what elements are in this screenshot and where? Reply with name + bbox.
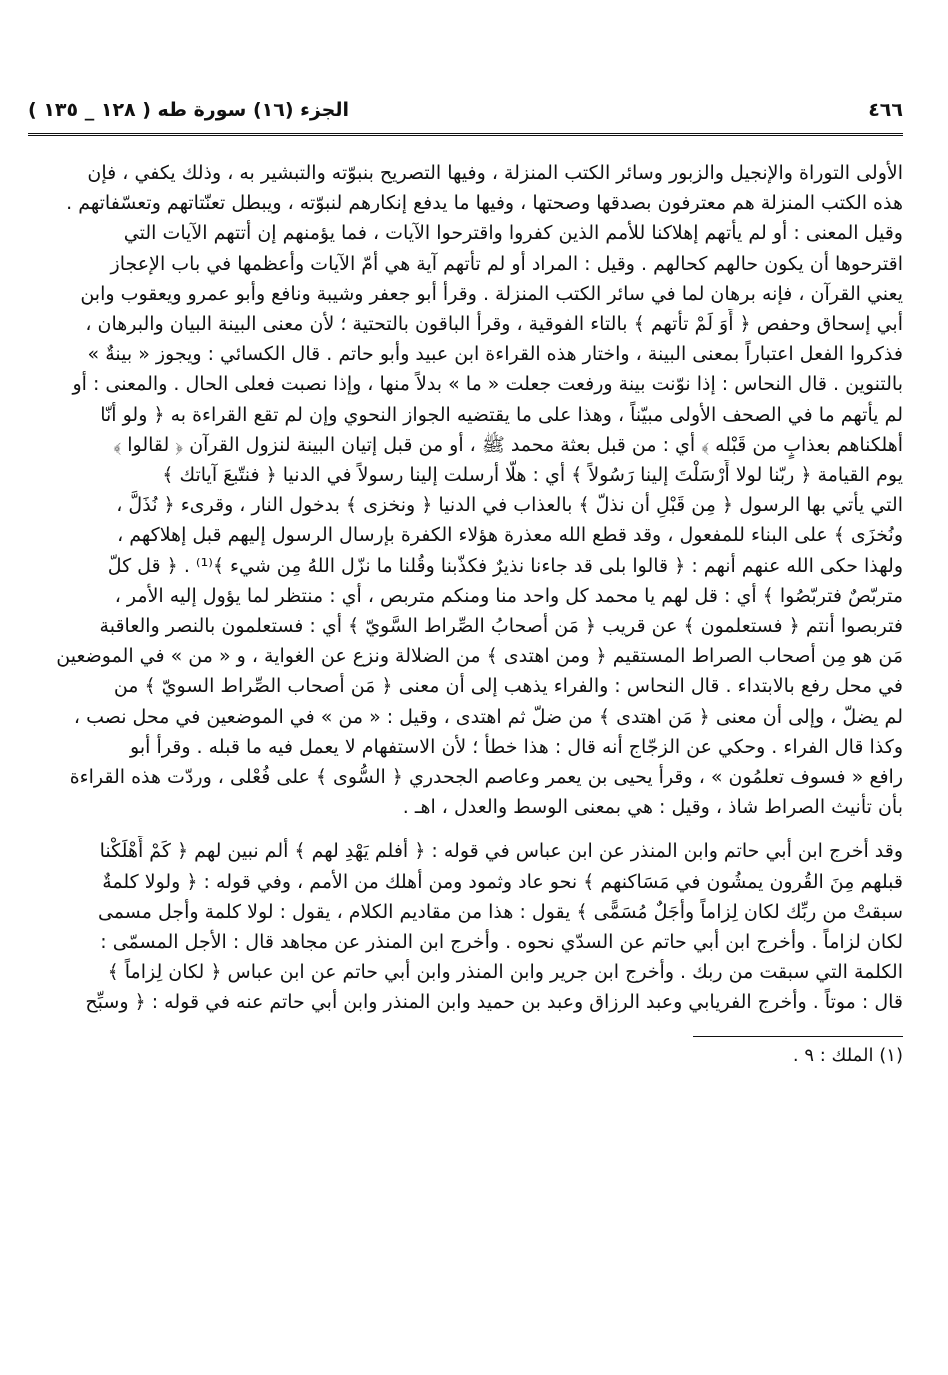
text-line: بأن تأنيث الصراط شاذ ، وقيل : هي بمعنى الوسط والعدل ، اهـ .: [402, 796, 903, 819]
text-line: لم يضلّ ، وإلى أن معنى ﴿ مَن اهتدى ﴾ من ضلّ ثم اهتدى ، وقيل : « من » في الموضعين في محل نصب ،: [73, 705, 903, 728]
book-page: [28, 95, 903, 1066]
footnote-rule: [693, 1036, 903, 1037]
text-line: هذه الكتب المنزلة هم معترفون بصدقها وصحتها ، وفيها ما يدفع إنكارهم لنبوّته ، ويبطل تعنّتاتهم وتعسّفاتهم .: [66, 192, 903, 215]
text-line: بالتنوين . قال النحاس : إذا نوّنت بينة ورفعت جعلت « ما » بدلاً منها ، وإذا نصبت فعلى الحال . والمعنى : أو: [72, 373, 903, 396]
text-line: متربّصٌ فتربّصُوا ﴾ أي : قل لهم يا محمد كل واحد منا ومنكم متربص ، أي : منتظر لما يؤول إليه الأمر ،: [114, 584, 903, 607]
page-number: ٤٦٦: [868, 99, 903, 121]
text-line: رافع « فسوف تعلمُون » ، وقرأ يحيى بن يعمر وعاصم الجحدري ﴿ السُّوى ﴾ على فُعْلى ، وردّت هذه القراءة: [69, 766, 903, 789]
footnote: (١) الملك : ٩ .: [792, 1044, 903, 1066]
text-line: لم يأتهم ما في الصحف الأولى مبيّناً ، وهذا على ما يقتضيه الجواز النحوي وإن لم تقع القراءة به ﴿ ولو أنّا: [100, 403, 903, 426]
text-line: الأولى التوراة والإنجيل والزبور وسائر الكتب المنزلة ، وفيها التصريح بنبوّته والتبشير به ، وذلك يكفي ، فإن: [87, 162, 903, 184]
text-line: التي يأتي بها الرسول ﴿ مِن قَبْلِ أن نذلّ ﴾ بالعذاب في الدنيا ﴿ ونخزى ﴾ بدخول النار ، وقرىء ﴿ نُذَلَّ ،: [116, 494, 903, 517]
text-line: فتربصوا أنتم ﴿ فستعلمون ﴾ عن قريب ﴿ مَن أصحابُ الصِّراط السَّويّ ﴾ أي : فستعلمون بالنصر والعاقبة: [99, 615, 903, 638]
text-line: سبقتْ من ربِّك لكان لِزاماً وأجَلٌ مُسَمًّى ﴾ يقول : هذا من مقاديم الكلام ، يقول : لولا كلمة وأجل مسمى: [97, 900, 903, 923]
text-line: ونُخزَى ﴾ على البناء للمفعول ، وقد قطع الله معذرة هؤلاء الكفرة بإرسال الرسول إليهم قبل إهلاكهم ،: [117, 524, 903, 547]
text-line: وقد أخرج ابن أبي حاتم وابن المنذر عن ابن عباس في قوله : ﴿ أفلم يَهْدِ لهم ﴾ ألم نبين لهم ﴿ كَمْ أَهْلَكْنا: [99, 840, 903, 863]
running-title: الجزء (١٦) سورة طه ( ١٢٨ _ ١٣٥ ): [28, 99, 350, 121]
text-line: وقيل المعنى : أو لم يأتهم إهلاكنا للأمم الذين كفروا واقترحوا الآيات ، فما يؤمنهم إن أتتهم الآيات التي: [123, 222, 903, 245]
text-line: فذكروا الفعل اعتباراً بمعنى البينة ، واختار هذه القراءة ابن عبيد وأبو حاتم . قال الكسائي : ويجوز « بينةٌ »: [87, 343, 903, 366]
text-line: لكان لزاماً . وأخرج ابن أبي حاتم عن السدّي نحوه . وأخرج ابن المنذر عن مجاهد قال : الأجل المسمّى :: [100, 931, 903, 954]
text-line: الكلمة التي سبقت من ربك . وأخرج ابن جرير وابن المنذر وابن أبي حاتم عن ابن عباس ﴿ لكان لِزاماً ﴾: [107, 961, 903, 984]
page-header: [28, 95, 903, 131]
text-line: في محل رفع بالابتداء . قال النحاس : والفراء يذهب إلى أن معنى ﴿ مَن أصحاب الصِّراط السويّ ﴾ من: [113, 675, 903, 698]
text-line: اقترحوها أن يكون حالهم كحالهم . وقيل : المراد أو لم تأتهم آية هي أمّ الآيات وأعظمها في باب الإعجاز: [110, 252, 903, 275]
text-line: قبلهم مِنَ القُرون يمشُون في مَسَاكنهم ﴾ نحو عاد وثمود ومن أهلك من الأمم ، وفي قوله : ﴿ ولولا كلمةٌ: [102, 870, 903, 893]
text-line: يوم القيامة ﴿ ربّنا لولا أَرْسَلْتَ إلينا رَسُولاً ﴾ أي : هلّا أرسلت إلينا رسولاً في الدنيا ﴿ فنتّبعَ آياتك ﴾: [162, 464, 903, 487]
paragraph-narrations: [28, 836, 903, 1017]
body-text: [28, 158, 903, 1018]
text-line: مَن هو مِن أصحاب الصراط المستقيم ﴿ ومن اهتدى ﴾ من الضلالة ونزع عن الغواية ، و « من » في الموضعين: [56, 645, 903, 668]
paragraph-commentary: [28, 158, 903, 822]
text-line: أبي إسحاق وحفص ﴿ أَوَ لَمْ تأتهم ﴾ بالتاء الفوقية ، وقرأ الباقون بالتحتية ؛ لأن معنى البينة البيان والبرهان ،: [85, 313, 903, 336]
text-line: قال : موتاً . وأخرج الفريابي وعبد الرزاق وعبد بن حميد وابن المنذر وابن أبي حاتم عنه في قوله : ﴿ وسبِّح: [85, 991, 903, 1014]
text-line: ولهذا حكى الله عنهم أنهم : ﴿ قالوا بلى قد جاءنا نذيرٌ فكذّبنا وقُلنا ما نزّل اللهُ مِن شيء ﴾⁽¹⁾ . ﴿ قل كلّ: [107, 554, 903, 577]
text-line: أهلكناهم بعذابٍ من قَبْله ﴾ أي : من قبل بعثة محمد ﷺ ، أو من قبل إتيان البينة لنزول القرآن ﴿ لقالوا ﴾: [113, 433, 903, 456]
header-rule: [28, 133, 903, 136]
text-line: وكذا قال الفراء . وحكي عن الزجّاج أنه قال : هذا خطأ ؛ لأن الاستفهام لا يعمل فيه ما قبله . وقرأ أبو: [130, 735, 903, 758]
text-line: يعني القرآن ، فإنه برهان لما في سائر الكتب المنزلة . وقرأ أبو جعفر وشيبة ونافع وأبو عمرو ويعقوب وابن: [80, 282, 903, 305]
